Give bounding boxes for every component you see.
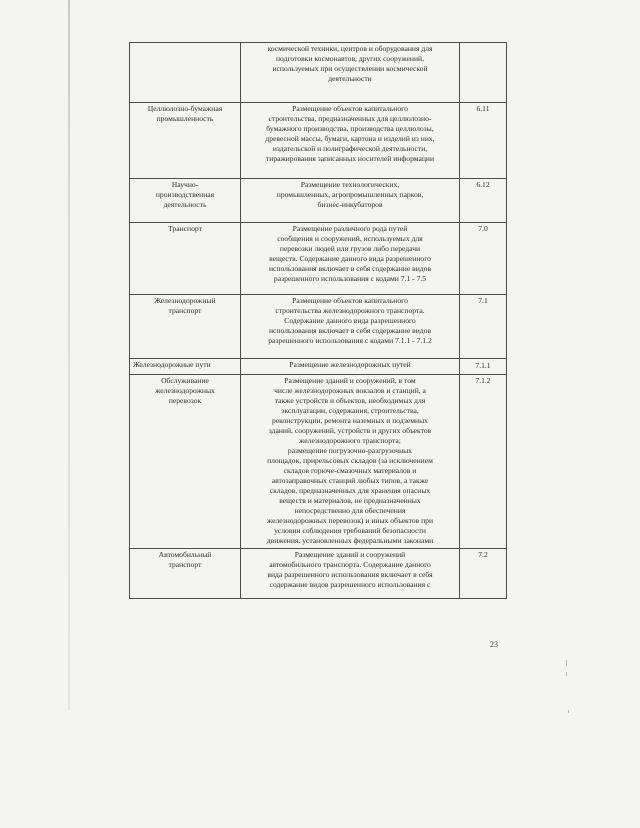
description-cell: Размещение объектов капитального строительства, предназначенных для целлюлозно- бумажного производства, производства целлюлозы, древесной массы, бумаги, картона и изделий из них, издательской и полиграфической деятельности, тиражирования записанных носителей информации — [241, 103, 460, 179]
table-row — [130, 43, 507, 103]
table-row — [130, 549, 507, 599]
table-row — [130, 103, 507, 179]
type-name-cell — [130, 43, 241, 103]
description-cell: Размещение железнодорожных путей — [241, 359, 460, 375]
description-cell: Размещение технологических, промышленных, агропромышленных парков, бизнес-инкубаторов — [241, 179, 460, 223]
type-name-cell: Транспорт — [130, 223, 241, 295]
code-cell: 6.11 — [460, 103, 507, 179]
description-cell: Размещение объектов капитального строительства железнодорожного транспорта. Содержание данного вида разрешенного использования включает в себя содержание видов разрешенного использования с кодами 7.1.1 - 7.1.2 — [241, 295, 460, 359]
description-cell: Размещение различного рода путей сообщения и сооружений, используемых для перевозки людей или грузов либо передачи веществ. Содержание данного вида разрешенного использования включает в себя содержание видов разрешенного использования с кодами 7.1 - 7.5 — [241, 223, 460, 295]
code-cell: 7.1 — [460, 295, 507, 359]
table-row — [130, 295, 507, 359]
code-cell: 7.1.2 — [460, 375, 507, 549]
code-cell: 7.2 — [460, 549, 507, 599]
type-name-cell: Обслуживание железнодорожных перевозок — [130, 375, 241, 549]
scan-left-edge — [68, 0, 70, 710]
description-cell: Размещение зданий и сооружений, в том числе железнодорожных вокзалов и станций, а также устройств и объектов, необходимых для эксплуатации, содержания, строительства, реконструкции, ремонта наземных и подземных зданий, сооружений, устройств и других объектов железнодорожного транспорта; размещение погрузочно-разгрузочных площадок, прирельсовых складов (за исключением складов горюче-смазочных материалов и автозаправочных станций любых типов, а также складов, предназначенных для хранения опасных веществ и материалов, не предназначенных непосредственно для обеспечения железнодорожных перевозок) и иных объектов при условии соблюдения требований безопасности движения, установленных федеральными законами — [241, 375, 460, 549]
table-row — [130, 223, 507, 295]
description-cell: космической техники, центров и оборудования для подготовки космонавтов, других сооружений, используемых при осуществлении космической деятельности — [241, 43, 460, 103]
type-name-cell: Железнодорожные пути — [130, 359, 241, 375]
table-row — [130, 179, 507, 223]
scan-mark — [566, 672, 567, 676]
code-cell: 7.1.1 — [460, 359, 507, 375]
type-name-cell: Железнодорожный транспорт — [130, 295, 241, 359]
land-use-table — [129, 42, 507, 599]
scan-mark — [568, 710, 569, 713]
type-name-cell: Автомобильный транспорт — [130, 549, 241, 599]
description-cell: Размещение зданий и сооружений автомобильного транспорта. Содержание данного вида разрешенного использования включает в себя содержание видов разрешенного использования с — [241, 549, 460, 599]
type-name-cell: Целлюлозно-бумажная промышленность — [130, 103, 241, 179]
scan-mark — [566, 660, 567, 666]
table-row — [130, 375, 507, 549]
table-row — [130, 359, 507, 375]
type-name-cell: Научно- производственная деятельность — [130, 179, 241, 223]
code-cell — [460, 43, 507, 103]
code-cell: 6.12 — [460, 179, 507, 223]
code-cell: 7.0 — [460, 223, 507, 295]
page-number: 23 — [490, 640, 498, 649]
